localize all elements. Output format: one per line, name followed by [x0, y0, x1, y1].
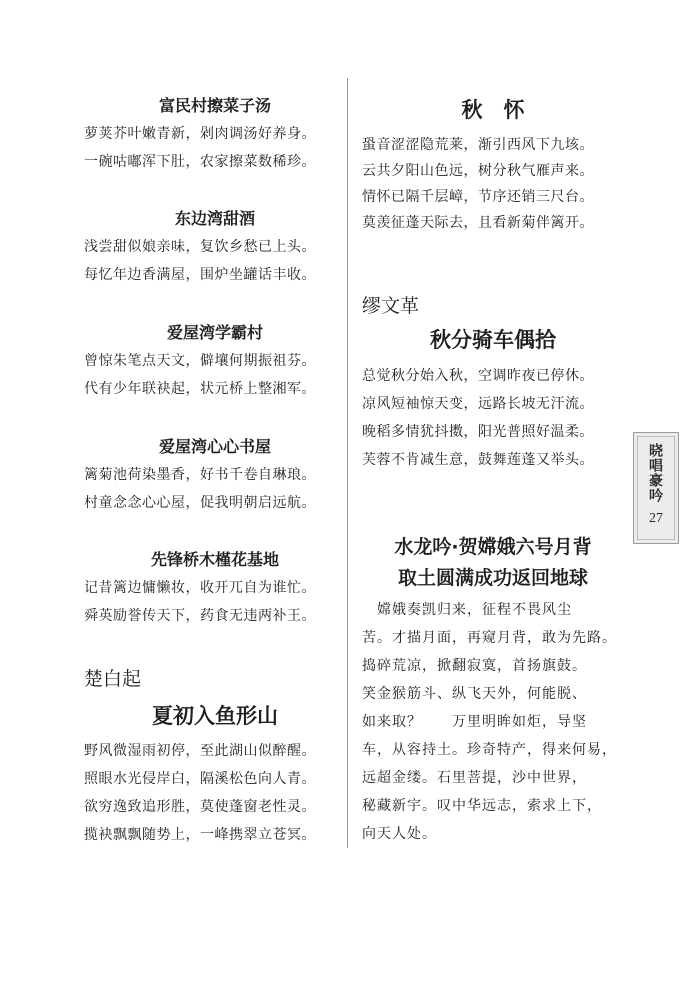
poem-title: 秋 怀	[461, 98, 525, 122]
poem-line: 每忆年边香满屋，围炉坐罐话丰收。	[84, 267, 316, 283]
poem-line: 揽袂飘飘随势上，一峰携翠立苍冥。	[84, 827, 316, 843]
ci-line: 笑金猴筋斗、纵飞天外，何能脱、	[362, 686, 587, 702]
poem-line: 记昔篱边慵懒妆，收开兀自为谁忙。	[84, 580, 316, 596]
poem-line: 舜英励誉传天下，药食无违两补王。	[84, 608, 316, 624]
poem-title: 东边湾甜酒	[174, 209, 255, 228]
poem-title: 富民村擦菜子汤	[158, 96, 271, 115]
poem-title: 爱屋湾学霸村	[166, 323, 263, 342]
poem-line: 浅尝甜似娘亲味，复饮乡愁已上头。	[84, 239, 316, 255]
page-number: 27	[649, 511, 663, 526]
column-divider	[347, 78, 348, 848]
ci-line: 车，从容持土。珍奇特产，得来何易，	[362, 742, 617, 758]
poem-line: 篱菊池荷染墨香，好书千卷自琳琅。	[84, 467, 316, 483]
poem-title: 夏初入鱼形山	[152, 704, 278, 728]
ci-line: 捣碎荒凉，掀翻寂寞，首扬旗鼓。	[362, 658, 587, 674]
section-label: 晓唱豪吟	[647, 443, 663, 503]
poem-line: 萝荚芥叶嫩青新，剁肉调汤好养身。	[84, 126, 316, 142]
author-name: 缪文革	[362, 295, 420, 317]
poem-line: 晚稻多情犹抖擞，阳光普照好温柔。	[362, 424, 594, 440]
ci-line: 向天人处。	[362, 826, 437, 842]
section-side-tab	[633, 432, 679, 544]
author-name: 楚白起	[84, 668, 142, 690]
poem-line: 蛩音涩涩隐荒莱，渐引西风下九垓。	[362, 137, 594, 153]
ci-line: 秘藏新宇。叹中华远志，索求上下，	[362, 798, 602, 814]
ci-line: 苦。才描月面，再窥月背，敢为先路。	[362, 630, 617, 646]
poem-line: 野风微湿雨初停，至此湖山似醉醒。	[84, 743, 316, 759]
poem-title: 爱屋湾心心书屋	[158, 437, 271, 456]
poem-line: 莫羡征蓬天际去，且看新菊伴篱开。	[362, 215, 594, 231]
poem-line: 情怀已隔千层嶂，节序还销三尺台。	[362, 189, 594, 205]
poem-line: 芙蓉不肯减生意，鼓舞莲蓬又举头。	[362, 452, 594, 468]
poem-line: 总觉秋分始入秋，空调昨夜已停休。	[362, 368, 594, 384]
poem-title-line: 取土圆满成功返回地球	[397, 567, 588, 589]
poem-line: 凉风短袖惊天变，远路长坡无汗流。	[362, 396, 594, 412]
poem-line: 照眼水光侵岸白，隔溪松色向人青。	[84, 771, 316, 787]
poem-line: 村童念念心心屋，促我明朝启远航。	[84, 495, 316, 511]
poem-line: 一碗咕嘟浑下肚，农家擦菜数稀珍。	[84, 154, 316, 170]
poem-line: 代有少年联袂起，状元桥上整湘军。	[84, 381, 316, 397]
ci-line: 嫦娥奏凯归来，征程不畏风尘	[362, 602, 572, 618]
ci-line: 如来取？ 万里明眸如炬，导坚	[362, 714, 587, 730]
poem-title-line: 水龙吟·贺嫦娥六号月背	[394, 536, 592, 558]
poem-title: 先锋桥木槿花基地	[150, 550, 279, 569]
poem-title: 秋分骑车偶拾	[430, 328, 556, 352]
poem-line: 曾惊朱笔点天文，僻壤何期振祖芬。	[84, 353, 316, 369]
poem-line: 欲穷逸致追形胜，莫使蓬窗老性灵。	[84, 799, 316, 815]
ci-line: 远超金缕。石里菩提，沙中世界，	[362, 770, 587, 786]
poem-line: 云共夕阳山色远，树分秋气雁声来。	[362, 163, 594, 179]
